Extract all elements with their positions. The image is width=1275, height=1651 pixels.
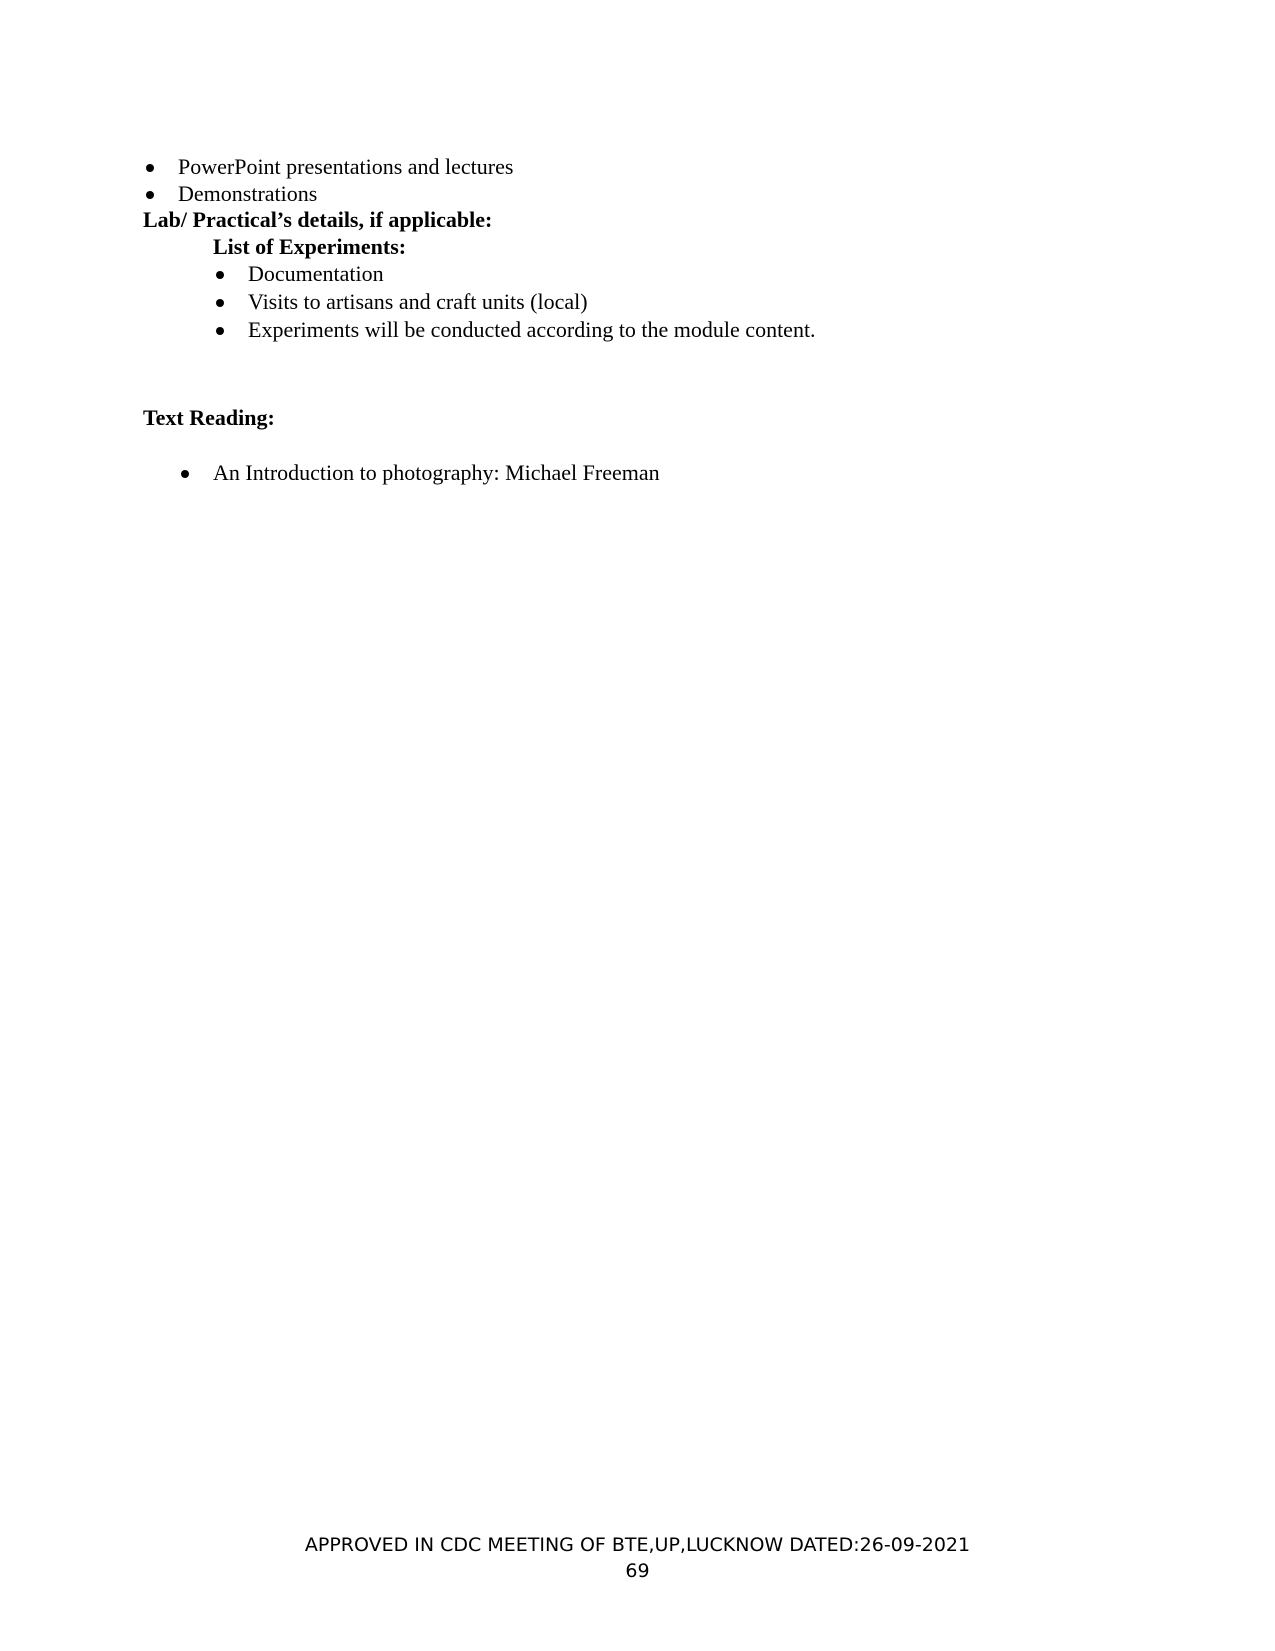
experiment-item-text: Visits to artisans and craft units (local) <box>248 289 588 314</box>
bullet-icon <box>146 164 154 172</box>
method-item-text: PowerPoint presentations and lectures <box>178 154 514 179</box>
bullet-icon <box>146 191 154 199</box>
text-reading-item-text: An Introduction to photography: Michael Freeman <box>213 460 660 485</box>
lab-heading: Lab/ Practical’s details, if applicable: <box>143 207 493 232</box>
footer-approval: APPROVED IN CDC MEETING OF BTE,UP,LUCKNOW DATED:26-09-2021 <box>304 1534 971 1556</box>
method-item-text: Demonstrations <box>178 181 318 206</box>
text-reading-heading: Text Reading: <box>143 405 275 430</box>
bullet-icon <box>181 470 189 478</box>
bullet-icon <box>216 299 224 307</box>
page-number: 69 <box>625 1560 650 1582</box>
bullet-icon <box>216 271 224 279</box>
bullet-icon <box>216 327 224 335</box>
experiment-item-text: Documentation <box>248 261 384 286</box>
experiment-item-text: Experiments will be conducted according to the module content. <box>248 317 816 342</box>
experiments-heading: List of Experiments: <box>213 234 407 259</box>
